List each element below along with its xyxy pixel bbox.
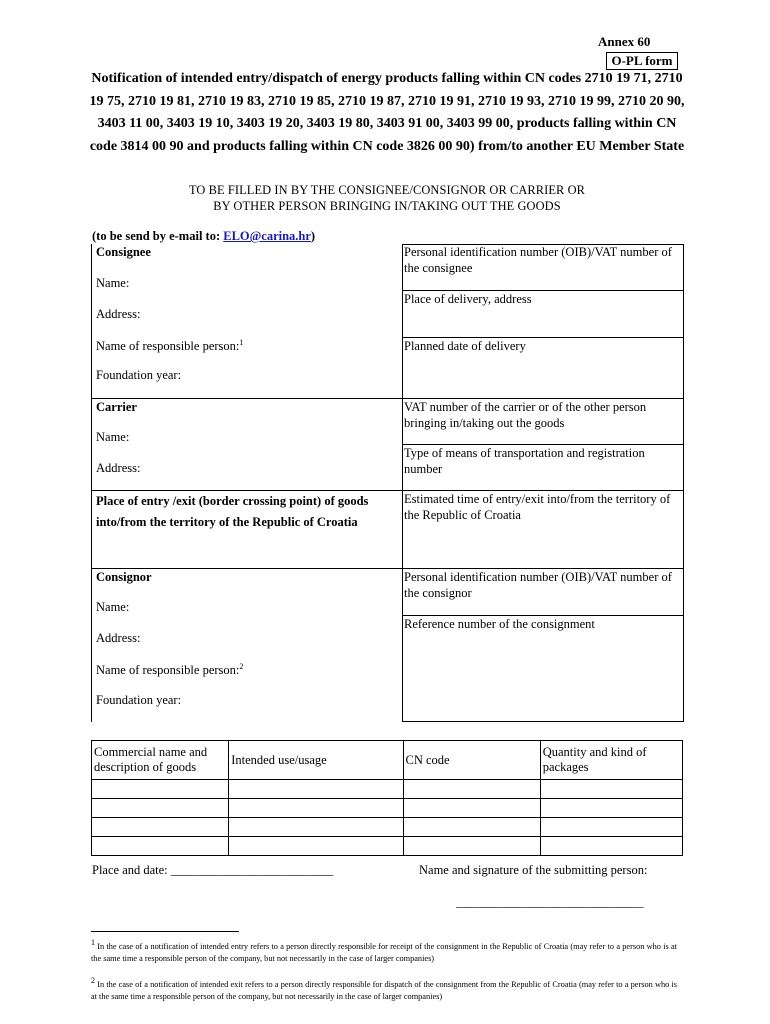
consignee-responsible-field[interactable] bbox=[96, 338, 243, 354]
right-col-right-border bbox=[683, 244, 684, 722]
goods-header-cell: Quantity and kind of packages bbox=[540, 741, 682, 780]
goods-cell[interactable] bbox=[403, 837, 540, 856]
goods-cell[interactable] bbox=[92, 818, 229, 837]
goods-cell[interactable] bbox=[540, 818, 682, 837]
goods-cell[interactable] bbox=[403, 818, 540, 837]
carrier-heading: Carrier bbox=[96, 400, 137, 414]
consignor-responsible-label: Name of responsible person: bbox=[96, 663, 240, 678]
form-left-border bbox=[91, 244, 92, 722]
send-prefix: (to be send by e-mail to: bbox=[92, 229, 224, 243]
footnote-text: In the case of a notification of intended exit refers to a person directly responsible for dispatch of the consignment from the Republic of Croatia (may refer to a person who is at the same time a responsible person of the company, but not necessarily in the case of larger companies) bbox=[91, 979, 678, 1002]
divider bbox=[402, 615, 684, 616]
email-link[interactable]: ELO@carina.hr bbox=[223, 229, 311, 243]
consignee-foundation-field[interactable]: Foundation year: bbox=[96, 368, 182, 382]
subtitle-line-2: BY OTHER PERSON BRINGING IN/TAKING OUT THE GOODS bbox=[213, 199, 561, 213]
goods-cell[interactable] bbox=[540, 837, 682, 856]
carrier-name-field[interactable]: Name: bbox=[96, 430, 130, 444]
carrier-vat-field[interactable]: VAT number of the carrier or of the other person bringing in/taking out the goods bbox=[404, 400, 647, 430]
section-divider bbox=[91, 568, 684, 569]
name-signature-label: Name and signature of the submitting person: bbox=[419, 863, 648, 877]
consignor-foundation-field[interactable]: Foundation year: bbox=[96, 693, 182, 707]
goods-cell[interactable] bbox=[229, 837, 403, 856]
footnote-mark: 1 bbox=[91, 938, 95, 947]
form-code-box: O-PL form bbox=[606, 52, 678, 70]
send-instruction bbox=[92, 229, 315, 244]
goods-cell[interactable] bbox=[229, 780, 403, 799]
goods-header-cell: Intended use/usage bbox=[229, 741, 403, 780]
consignee-address-field[interactable]: Address: bbox=[96, 307, 141, 321]
right-col-left-border bbox=[402, 244, 403, 722]
consignee-name-field[interactable]: Name: bbox=[96, 276, 130, 290]
send-suffix: ) bbox=[310, 229, 316, 243]
goods-cell[interactable] bbox=[92, 799, 229, 818]
place-of-delivery-field[interactable]: Place of delivery, address bbox=[404, 292, 532, 306]
consignee-heading: Consignee bbox=[96, 245, 151, 259]
form-bottom-border bbox=[402, 721, 684, 722]
footnote-separator bbox=[91, 931, 239, 932]
goods-cell[interactable] bbox=[92, 837, 229, 856]
goods-table-header-row bbox=[92, 741, 683, 780]
goods-cell[interactable] bbox=[92, 780, 229, 799]
estimated-time-field[interactable]: Estimated time of entry/exit into/from the territory of the Republic of Croatia bbox=[404, 492, 671, 522]
footnote-text: In the case of a notification of intended entry refers to a person directly responsible for receipt of the consignment in the Republic of Croatia (may refer to a person who is at the same time a responsible person of the company, but not necessarily in the case of larger companies) bbox=[91, 941, 677, 964]
divider bbox=[402, 444, 684, 445]
footnote-mark: 2 bbox=[91, 976, 95, 985]
annex-number: Annex 60 bbox=[598, 34, 651, 49]
place-and-date-field[interactable]: Place and date: __________________________ bbox=[92, 863, 334, 877]
table-row bbox=[92, 799, 683, 818]
goods-cell[interactable] bbox=[403, 799, 540, 818]
footnote-ref-2: 2 bbox=[239, 662, 244, 671]
goods-cell[interactable] bbox=[229, 818, 403, 837]
transport-means-field[interactable]: Type of means of transportation and registration number bbox=[404, 446, 645, 476]
form-title: Notification of intended entry/dispatch of energy products falling within CN codes 2710 19 71, 2710 19 75, 2710 19 81, 2710 19 83, 2710 19 85, 2710 19 87, 2710 19 91, 2710 19 93, 2710 19 99, 2710 20 90, 3403 11 00, 3403 19 10, 3403 19 20, 3403 19 80, 3403 91 00, 3403 99 00, products falling within CN code 3814 00 90 and products falling within CN code 3826 00 90) from/to another EU Member State bbox=[89, 71, 685, 154]
consignor-responsible-field[interactable] bbox=[96, 662, 243, 678]
divider bbox=[402, 290, 684, 291]
planned-delivery-date-field[interactable]: Planned date of delivery bbox=[404, 339, 526, 353]
goods-cell[interactable] bbox=[540, 799, 682, 818]
consignee-responsible-label: Name of responsible person: bbox=[96, 339, 240, 354]
footnote-1 bbox=[91, 937, 677, 966]
table-row bbox=[92, 818, 683, 837]
goods-header-cell: Commercial name and description of goods bbox=[92, 741, 229, 780]
consignment-reference-field[interactable]: Reference number of the consignment bbox=[404, 617, 595, 631]
consignor-oib-field[interactable]: Personal identification number (OIB)/VAT number of the consignor bbox=[404, 570, 672, 600]
footnote-2 bbox=[91, 975, 677, 1004]
carrier-address-field[interactable]: Address: bbox=[96, 461, 141, 475]
consignor-name-field[interactable]: Name: bbox=[96, 600, 130, 614]
signature-field[interactable]: ______________________________ bbox=[456, 895, 644, 909]
table-row bbox=[92, 780, 683, 799]
subtitle-line-1: TO BE FILLED IN BY THE CONSIGNEE/CONSIGNOR OR CARRIER OR bbox=[188, 183, 586, 197]
goods-cell[interactable] bbox=[229, 799, 403, 818]
goods-header-cell: CN code bbox=[403, 741, 540, 780]
section-divider bbox=[91, 398, 684, 399]
border-crossing-field[interactable]: Place of entry /exit (border crossing point) of goods into/from the territory of the Republic of Croatia bbox=[96, 494, 369, 529]
form-subtitle bbox=[88, 182, 686, 214]
goods-cell[interactable] bbox=[403, 780, 540, 799]
footnote-ref-1: 1 bbox=[239, 338, 244, 347]
consignor-address-field[interactable]: Address: bbox=[96, 631, 141, 645]
divider bbox=[402, 337, 684, 338]
goods-table bbox=[91, 740, 683, 856]
goods-cell[interactable] bbox=[540, 780, 682, 799]
table-row bbox=[92, 837, 683, 856]
consignor-heading: Consignor bbox=[96, 570, 152, 584]
consignee-oib-field[interactable]: Personal identification number (OIB)/VAT number of the consignee bbox=[404, 245, 672, 275]
